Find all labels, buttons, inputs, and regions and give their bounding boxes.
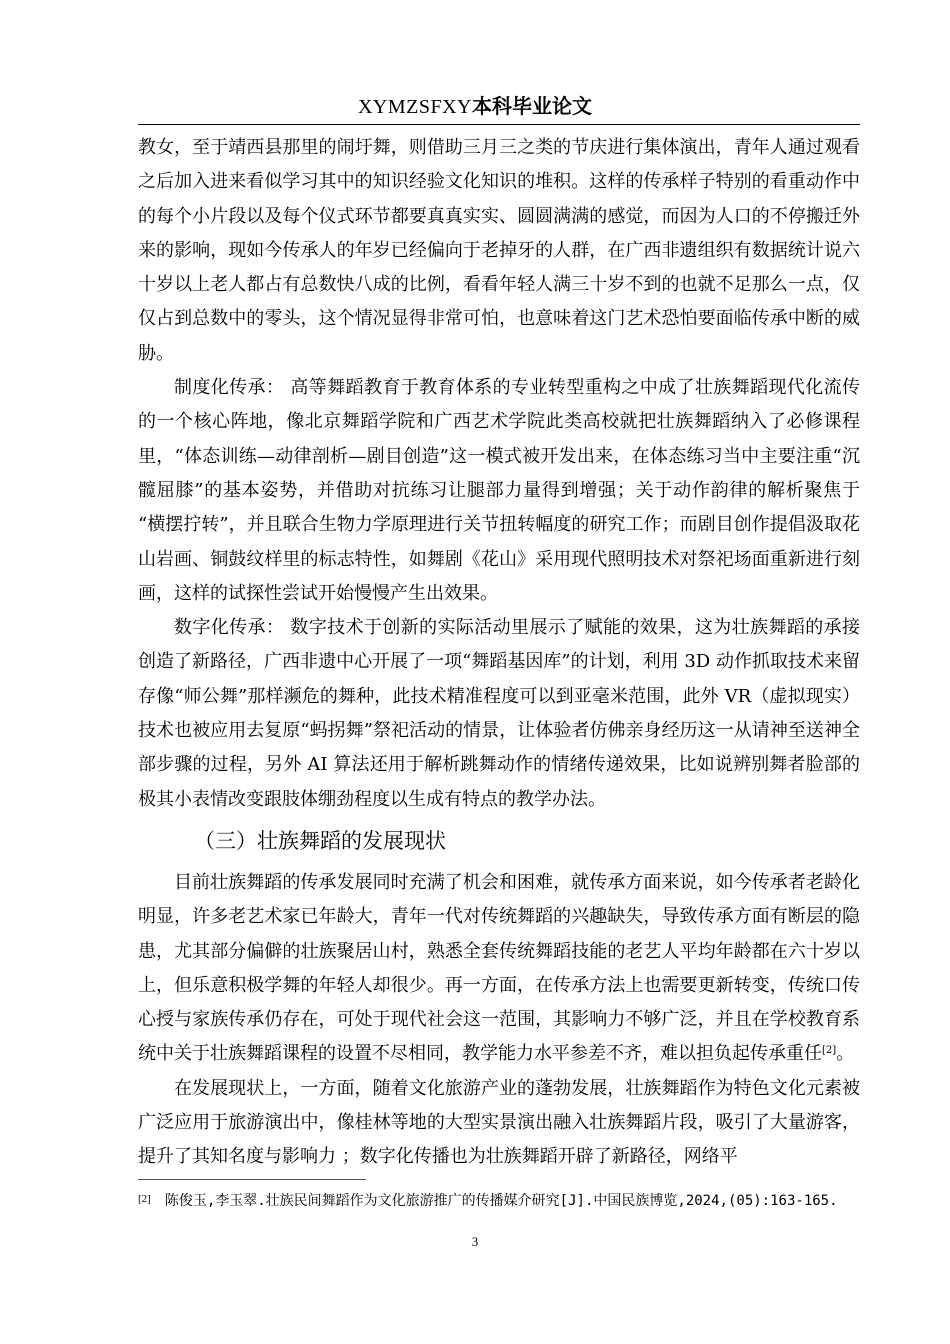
page-number: 3 [471, 1234, 479, 1249]
paragraph-end-mark: 。 [836, 1043, 855, 1065]
header-school-code: XYMZSFXY [357, 96, 473, 118]
footnote-mark: [2] [138, 1193, 151, 1205]
section-heading: （三）壮族舞蹈的发展现状 [194, 828, 446, 853]
paragraph-institutional-inheritance: 制度化传承： 高等舞蹈教育于教育体系的专业转型重构之中成了壮族舞蹈现代化流传的一个核心阵地，像北京舞蹈学院和广西艺术学院此类高校就把壮族舞蹈纳入了必修课程里，“体态训练—动律剖析—剧目创造”这一模式被开发出来，在体态练习当中主要注重“沉髋屈膝”的基本姿势，并借助对抗练习让腿部力量得到增强；关于动作韵律的解析聚焦于 “横摆拧转”，并且联合生物力学原理进行关节扭转幅度的研究工作；而剧目创作提倡汲取花山岩画、铜鼓纹样里的标志特性，如舞剧《花山》采用现代照明技术对祭祀场面重新进行刻画，这样的试探性尝试开始慢慢产生出效果。 [138, 377, 860, 604]
footnote [138, 1187, 860, 1213]
header-rule [138, 124, 860, 125]
paragraph-development: 在发展现状上，一方面，随着文化旅游产业的蓬勃发展，壮族舞蹈作为特色文化元素被广泛应用于旅游演出中，像桂林等地的大型实景演出融入壮族舞蹈片段，吸引了大量游客，提升了其知名度与影响力 ；数字化传播也为壮族舞蹈开辟了新路径，网络平 [138, 1077, 860, 1168]
body-text [138, 131, 860, 1175]
header-title: 本科毕业论文 [472, 94, 593, 118]
paragraph-continuation: 教女，至于靖西县那里的闹圩舞，则借助三月三之类的节庆进行集体演出，青年人通过观看之后加入进来看似学习其中的知识经验文化知识的堆积。这样的传承样子特别的看重动作中的每个小片段以及每个仪式环节都要真真实实、圆圆满满的感觉，而因为人口的不停搬迁外来的影响，现如今传承人的年岁已经偏向于老掉牙的人群，在广西非遗组织有数据统计说六十岁以上老人都占有总数快八成的比例，看看年轻人满三十岁不到的也就不足那么一点，仅仅占到总数中的零头，这个情况显得非常可怕，也意味着这门艺术恐怕要面临传承中断的威胁。 [138, 137, 860, 364]
citation-ref: [2] [822, 1045, 837, 1057]
footnote-separator [138, 1179, 366, 1180]
paragraph-digital-inheritance: 数字化传承： 数字技术于创新的实际活动里展示了赋能的效果，这为壮族舞蹈的承接创造了新路径，广西非遗中心开展了一项“舞蹈基因库”的计划，利用 3D 动作抓取技术来留存像“师公舞”那样濒危的舞种，此技术精准程度可以到亚毫米范围，此外 VR（虚拟现实）技术也被应用去复原“蚂拐舞”祭祀活动的情景，让体验者仿佛亲身经历这一从请神至送神全部步骤的过程，另外 AI 算法还用于解析跳舞动作的情绪传递效果，比如说辨别舞者脸部的极其小表情改变跟肢体绷劲程度以生成有特点的教学办法。 [138, 617, 860, 810]
footnote-text: 陈俊玉,李玉翠.壮族民间舞蹈作为文化旅游推广的传播媒介研究[J].中国民族博览,2024,(05):163-165. [164, 1193, 838, 1209]
paragraph-current-situation [138, 866, 860, 1072]
page-header [0, 92, 950, 121]
paragraph-current-situation-text: 目前壮族舞蹈的传承发展同时充满了机会和困难，就传承方面来说，如今传承者老龄化明显，许多老艺术家已年龄大，青年一代对传统舞蹈的兴趣缺失，导致传承方面有断层的隐患，尤其部分偏僻的壮族聚居山村，熟悉全套传统舞蹈技能的老艺人平均年龄都在六十岁以上，但乐意积极学舞的年轻人却很少。再一方面，在传承方法上也需要更新转变，传统口传心授与家族传承仍存在，可处于现代社会这一范围，其影响力不够广泛，并且在学校教育系统中关于壮族舞蹈课程的设置不尽相同，教学能力水平参差不齐，难以担负起传承重任 [138, 871, 860, 1065]
